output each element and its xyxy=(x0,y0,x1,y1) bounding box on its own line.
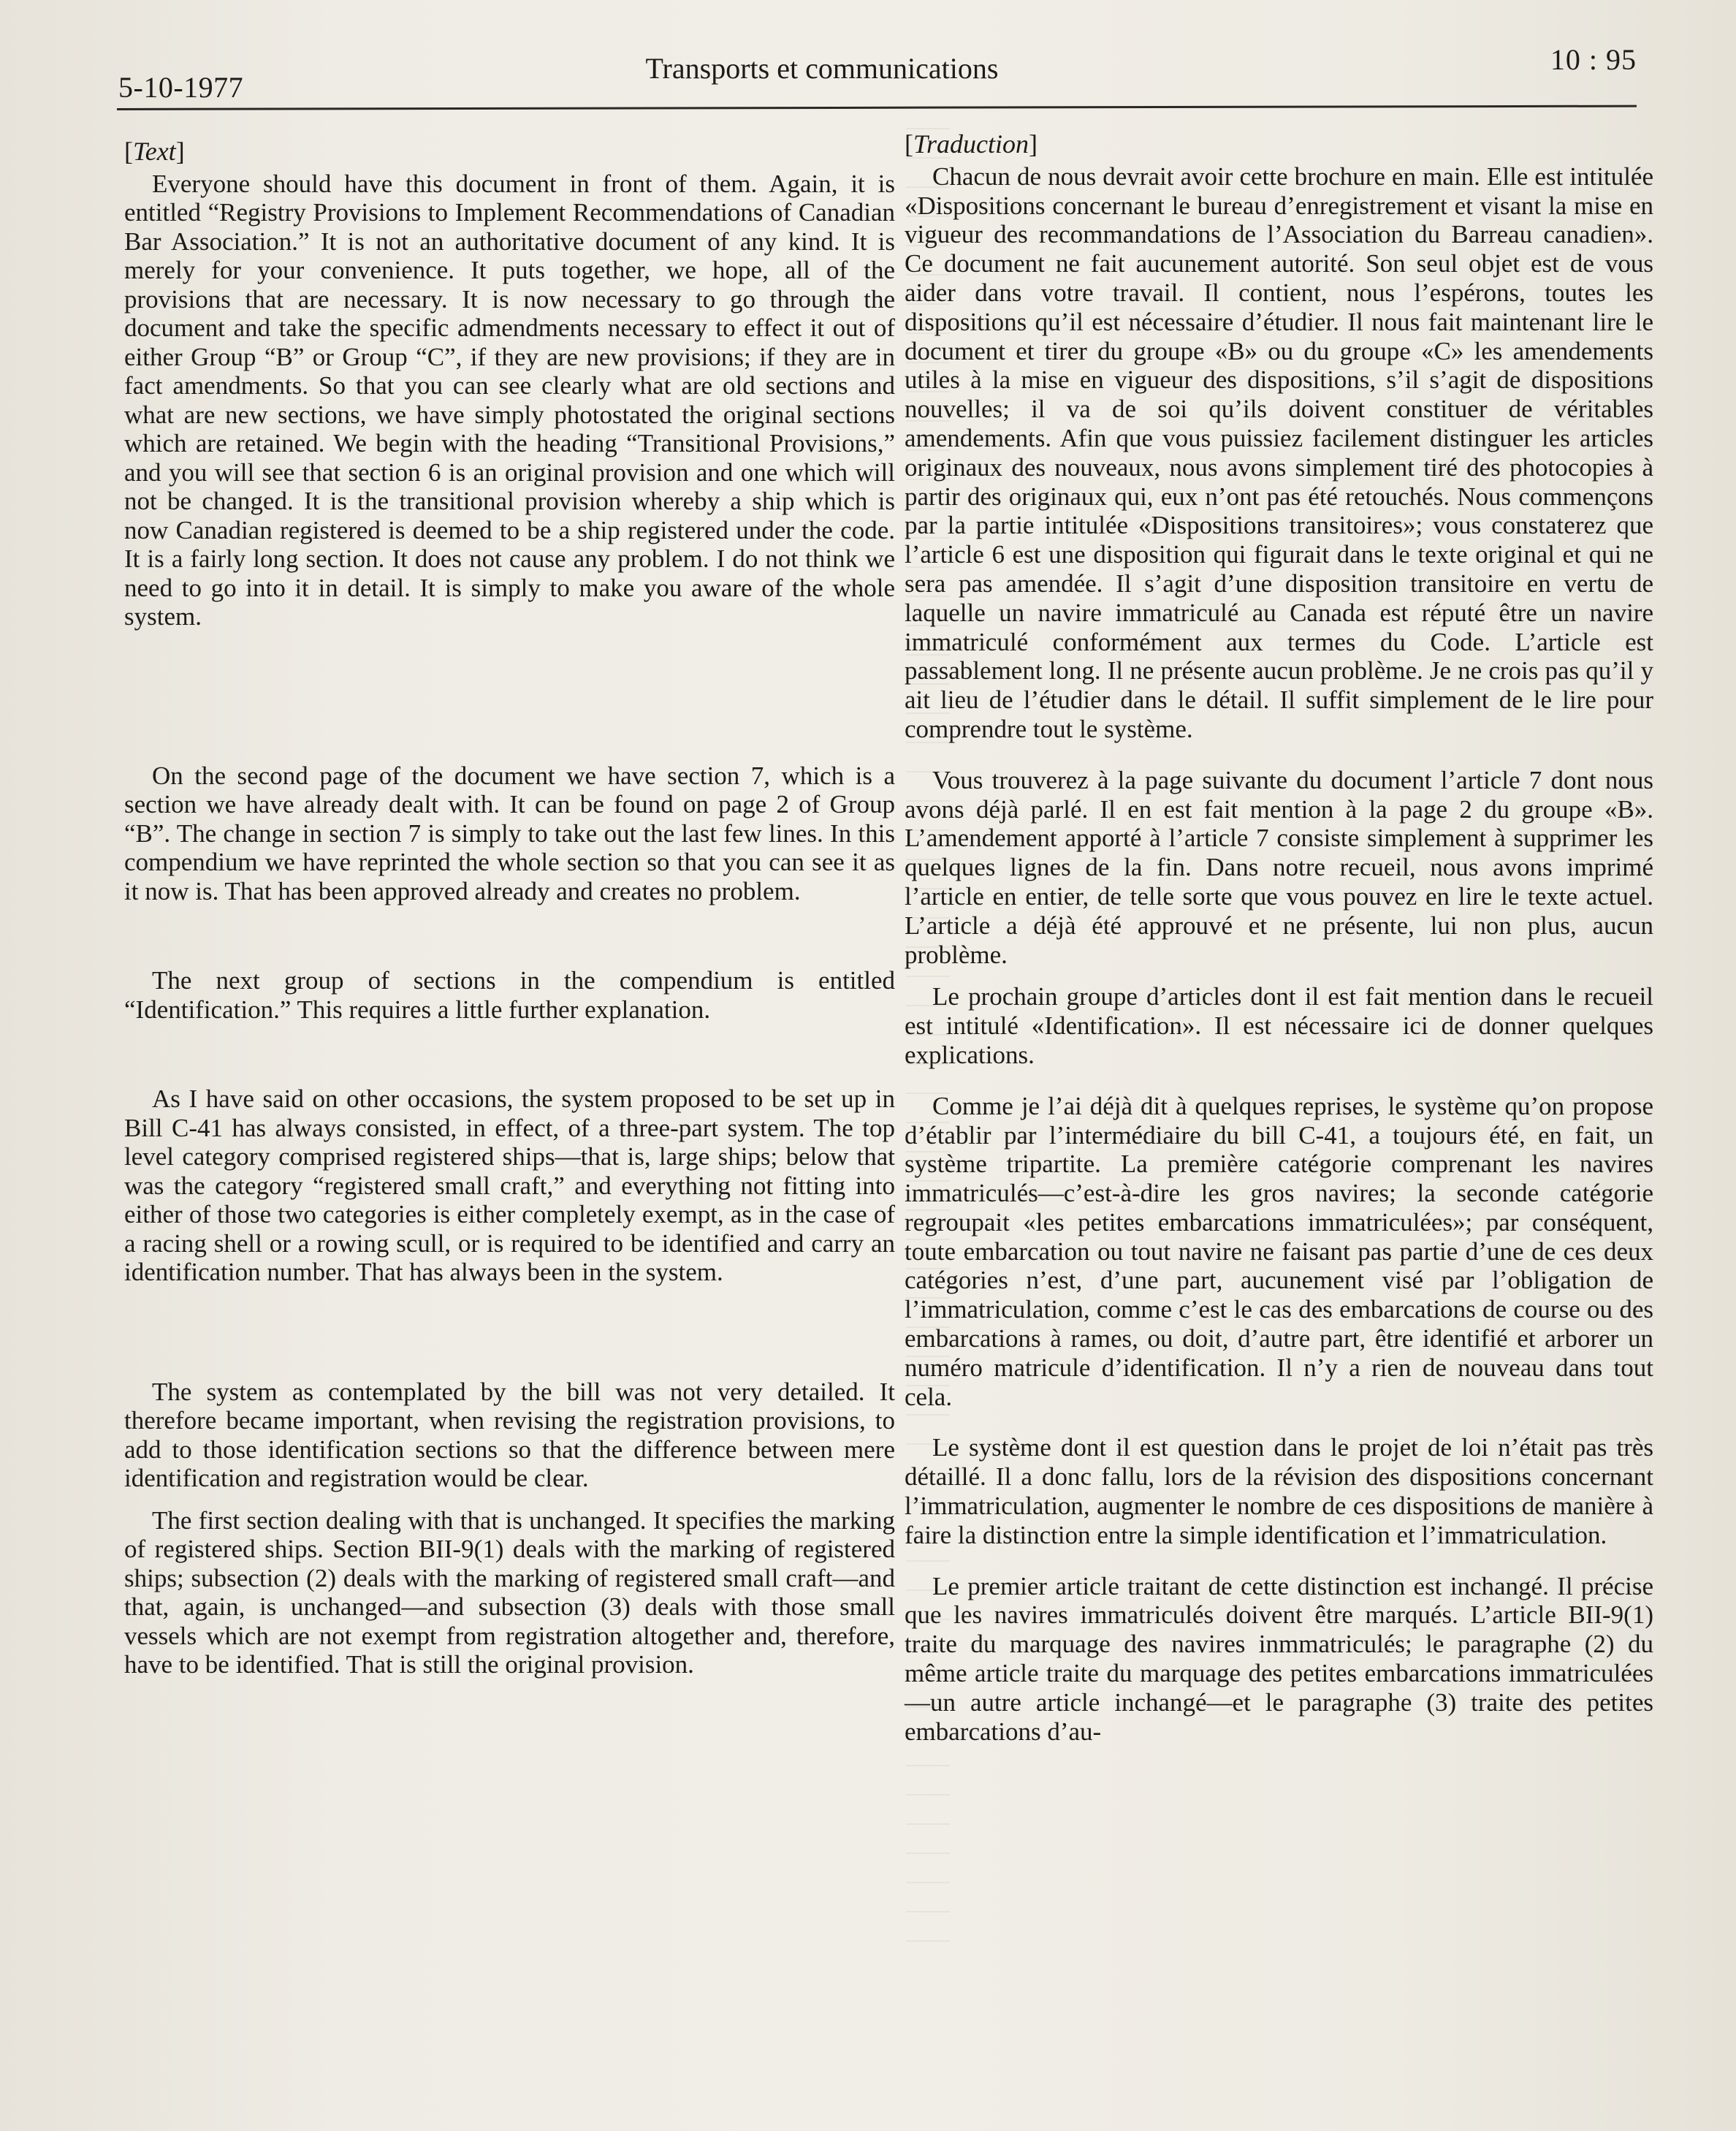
text-paragraph: As I have said on other occasions, the system proposed to be set up in Bill C-41 has always consisted, in effect, of a three-part system. The top level category comprised registered ships—that is, large ships; below that was the category “registered small craft,” and everything not fitting into either of those two categories is either completely exempt, as in the case of a racing shell or a rowing scull, or is required to be identified and carry an identification number. That has always been in the system. xyxy=(124,1085,895,1286)
text-paragraph: Everyone should have this document in front of them. Again, it is entitled “Registry Provisions to Implement Recommendations of Canadian Bar Association.” It is not an authoritative document of any kind. It is merely for your convenience. It puts together, we hope, all of the provisions that are necessary. It is now necessary to go through the document and take the specific admendments necessary to effect it out of either Group “B” or Group “C”, if they are new provisions; if they are in fact amendments. So that you can see clearly what are old sections and what are new sections, we have simply photostated the original sections which are retained. We begin with the heading “Transitional Provisions,” and you will see that section 6 is an original provision and one which will not be changed. It is the transitional provision whereby a ship which is now Canadian registered is deemed to be a ship registered under the code. It is a fairly long section. It does not cause any problem. I do not think we need to go into it in detail. It is simply to make you aware of the whole system. xyxy=(124,169,895,631)
text-paragraph: The next group of sections in the compendium is entitled “Identification.” This requires a little further explanation. xyxy=(124,966,895,1024)
page-header xyxy=(117,29,1637,104)
translation-paragraph: Le système dont il est question dans le projet de loi n’était pas très détaillé. Il a donc fallu, lors de la révision des dispositions concernant l’immatriculation, augmenter le nombre de ces dispositions de manière à faire la distinction entre la simple identification et l’immatriculation. xyxy=(905,1433,1653,1549)
french-translation-column xyxy=(905,130,1653,1746)
header-title: Transports et communications xyxy=(645,52,999,85)
translation-paragraph: Vous trouverez à la page suivante du document l’article 7 dont nous avons déjà parlé. Il en est fait mention à la page 2 du groupe «B». L’amendement apporté à l’article 7 consiste simplement à supprimer les quelques lignes de la fin. Dans notre recueil, nous avons imprimé l’article en entier, de telle sorte que vous pouvez en lire le texte actuel. L’article a déjà été approuvé et ne présente, lui non plus, aucun problème. xyxy=(905,765,1653,969)
header-rule xyxy=(117,105,1637,110)
translation-label: [Traduction] xyxy=(905,129,1038,159)
translation-paragraph: Chacun de nous devrait avoir cette brochure en main. Elle est intitulée «Dispositions concernant le bureau d’enregistrement et visant la mise en vigueur des recommandations de l’Association du Barreau canadien». Ce document ne fait aucunement autorité. Son seul objet est de vous aider dans votre travail. Il contient, nous l’espérons, toutes les dispositions qu’il est nécessaire d’étudier. Il nous fait maintenant lire le document et tirer du groupe «B» ou du groupe «C» les amendements utiles à la mise en vigueur des dispositions, s’il s’agit de dispositions nouvelles; il va de soi qu’ils doivent constituer de véritables amendements. Afin que vous puissiez facilement distinguer les articles originaux des nouveaux, nous avons simplement tiré des photocopies à partir des originaux qui, eux n’ont pas été retouchés. Nous commençons par la partie intitulée «Dispositions transitoires»; vous constaterez que l’article 6 est une disposition qui figurait dans le texte original et qui ne sera pas amendée. Il s’agit d’une disposition transitoire en vertu de laquelle un navire immatriculé au Canada est réputé être un navire immatriculé conformément aux termes du Code. L’article est passablement long. Il ne présente aucun problème. Je ne crois pas qu’il y ait lieu de l’étudier dans le détail. Il suffit simplement de le lire pour comprendre tout le système. xyxy=(905,162,1653,743)
header-page-number: 10 : 95 xyxy=(1550,43,1637,76)
translation-paragraph: Le prochain groupe d’articles dont il est fait mention dans le recueil est intitulé «Identification». Il est nécessaire ici de donner quelques explications. xyxy=(905,982,1653,1069)
text-paragraph: The system as contemplated by the bill was not very detailed. It therefore became important, when revising the registration provisions, to add to those identification sections so that the difference between mere identification and registration would be clear. xyxy=(124,1377,895,1492)
header-date: 5-10-1977 xyxy=(118,71,244,104)
text-paragraph: On the second page of the document we have section 7, which is a section we have already dealt with. It can be found on page 2 of Group “B”. The change in section 7 is simply to take out the last few lines. In this compendium we have reprinted the whole section so that you can see it as it now is. That has been approved already and creates no problem. xyxy=(124,761,895,905)
translation-paragraph: Comme je l’ai déjà dit à quelques reprises, le système qu’on propose d’établir par l’intermédiaire du bill C-41, a toujours été, en fait, un système tripartite. La première catégorie comprenant les navires immatriculés—c’est-à-dire les gros navires; la seconde catégorie regroupait «les petites embarcations immatriculées»; par conséquent, toute embarcation ou tout navire ne faisant pas partie d’une de ces deux catégories n’est, d’une part, aucunement visé par l’obligation de l’immatriculation, comme c’est le cas des embarcations de course ou des embarcations à rames, ou doit, d’autre part, être identifié et arborer un numéro matricule d’identification. Il n’y a rien de nouveau dans tout cela. xyxy=(905,1091,1653,1411)
translation-paragraph: Le premier article traitant de cette distinction est inchangé. Il précise que les navires immatriculés doivent être marqués. L’article BII-9(1) traite du marquage des navires inmmatriculés; le paragraphe (2) du même article traite du marquage des petites embarcations immatriculées—un autre article inchangé—et le paragraphe (3) traite des petites embarcations d’au- xyxy=(905,1571,1653,1746)
english-text-column xyxy=(124,137,895,1679)
text-paragraph: The first section dealing with that is unchanged. It specifies the marking of registered ships. Section BII-9(1) deals with the marking of registered ships; subsection (2) deals with the marking of registered small craft—and that, again, is unchanged—and subsection (3) deals with those small vessels which are not exempt from registration altogether and, therefore, have to be identified. That is still the original provision. xyxy=(124,1505,895,1679)
text-label: [Text] xyxy=(124,137,185,166)
